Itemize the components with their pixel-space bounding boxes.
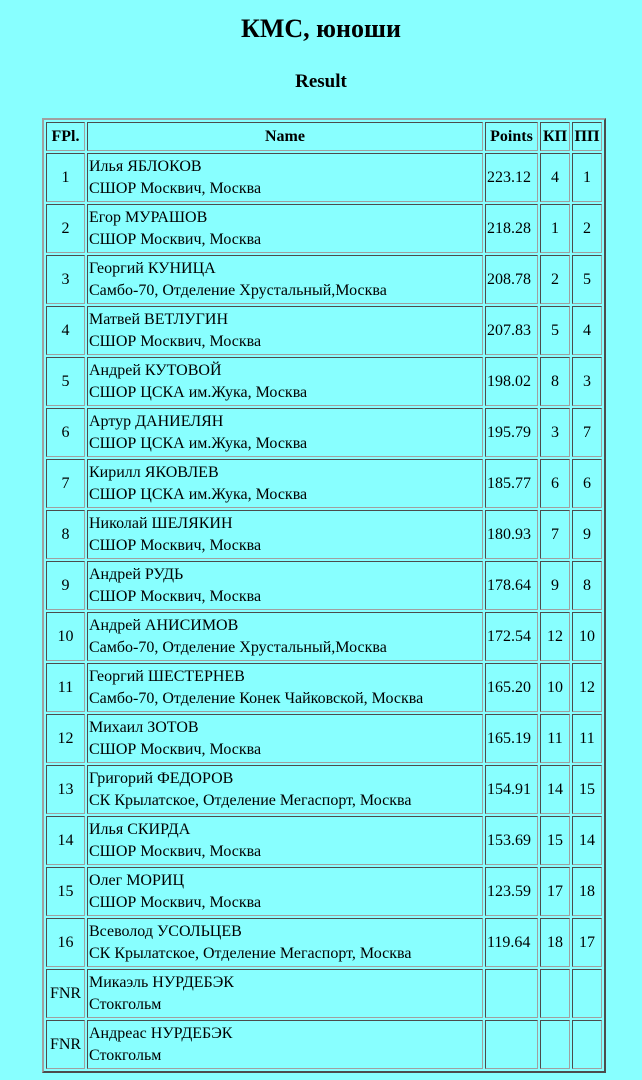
kp-cell: 18: [540, 918, 570, 967]
skater-cell: [87, 357, 483, 406]
place-cell: 5: [46, 357, 85, 406]
pp-cell: 1: [572, 153, 602, 202]
table-row: [46, 765, 602, 814]
points-cell: 165.20: [485, 663, 538, 712]
place-cell: 13: [46, 765, 85, 814]
place-cell: 15: [46, 867, 85, 916]
skater-name: Андрей РУДЬ: [89, 565, 184, 583]
skater-club: СШОР Москвич, Москва: [89, 587, 262, 605]
kp-cell: 4: [540, 153, 570, 202]
points-cell: [485, 969, 538, 1018]
skater-name: Андрей КУТОВОЙ: [89, 361, 222, 379]
skater-cell: [87, 255, 483, 304]
kp-cell: 3: [540, 408, 570, 457]
points-cell: 154.91: [485, 765, 538, 814]
table-row: [46, 816, 602, 865]
skater-cell: [87, 612, 483, 661]
skater-name: Олег МОРИЦ: [89, 871, 184, 889]
table-row: [46, 969, 602, 1018]
skater-name: Андреас НУРДЕБЭК: [89, 1024, 233, 1042]
skater-name: Григорий ФЕДОРОВ: [89, 769, 234, 787]
header-name: Name: [87, 122, 483, 151]
skater-cell: [87, 765, 483, 814]
points-cell: 153.69: [485, 816, 538, 865]
skater-name: Георгий КУНИЦА: [89, 259, 216, 277]
skater-cell: [87, 459, 483, 508]
points-cell: [485, 1020, 538, 1069]
pp-cell: 10: [572, 612, 602, 661]
skater-club: СШОР Москвич, Москва: [89, 740, 262, 758]
pp-cell: 9: [572, 510, 602, 559]
skater-club: СШОР Москвич, Москва: [89, 230, 262, 248]
pp-cell: [572, 969, 602, 1018]
skater-name: Артур ДАНИЕЛЯН: [89, 412, 224, 430]
pp-cell: 12: [572, 663, 602, 712]
page-title: КМС, юноши: [241, 14, 401, 43]
skater-cell: [87, 918, 483, 967]
table-row: [46, 612, 602, 661]
skater-cell: [87, 867, 483, 916]
table-row: [46, 1020, 602, 1069]
table-row: [46, 561, 602, 610]
skater-club: СШОР ЦСКА им.Жука, Москва: [89, 485, 308, 503]
points-cell: 119.64: [485, 918, 538, 967]
skater-cell: [87, 714, 483, 763]
pp-cell: 2: [572, 204, 602, 253]
place-cell: 9: [46, 561, 85, 610]
table-row: [46, 918, 602, 967]
skater-cell: [87, 204, 483, 253]
place-cell: 8: [46, 510, 85, 559]
kp-cell: 7: [540, 510, 570, 559]
kp-cell: 9: [540, 561, 570, 610]
skater-name: Андрей АНИСИМОВ: [89, 616, 239, 634]
points-cell: 198.02: [485, 357, 538, 406]
results-table: [42, 118, 606, 1073]
place-cell: 1: [46, 153, 85, 202]
kp-cell: [540, 1020, 570, 1069]
skater-name: Николай ШЕЛЯКИН: [89, 514, 233, 532]
pp-cell: 6: [572, 459, 602, 508]
pp-cell: [572, 1020, 602, 1069]
table-row: [46, 204, 602, 253]
table-row: [46, 459, 602, 508]
skater-club: СШОР Москвич, Москва: [89, 842, 262, 860]
points-cell: 172.54: [485, 612, 538, 661]
skater-name: Матвей ВЕТЛУГИН: [89, 310, 228, 328]
skater-cell: [87, 306, 483, 355]
table-row: [46, 408, 602, 457]
points-cell: 180.93: [485, 510, 538, 559]
kp-cell: 8: [540, 357, 570, 406]
skater-cell: [87, 969, 483, 1018]
kp-cell: 6: [540, 459, 570, 508]
skater-club: СК Крылатское, Отделение Мегаспорт, Москва: [89, 944, 412, 962]
header-kp: КП: [540, 122, 570, 151]
place-cell: 16: [46, 918, 85, 967]
skater-club: Самбо-70, Отделение Хрустальный,Москва: [89, 281, 387, 299]
pp-cell: 7: [572, 408, 602, 457]
skater-club: СШОР Москвич, Москва: [89, 893, 262, 911]
table-row: [46, 510, 602, 559]
kp-cell: 5: [540, 306, 570, 355]
skater-cell: [87, 1020, 483, 1069]
page-subtitle: Result: [295, 71, 347, 92]
skater-club: СК Крылатское, Отделение Мегаспорт, Москва: [89, 791, 412, 809]
points-cell: 195.79: [485, 408, 538, 457]
pp-cell: 18: [572, 867, 602, 916]
place-cell: FNR: [46, 1020, 85, 1069]
skater-club: СШОР Москвич, Москва: [89, 332, 262, 350]
place-cell: 12: [46, 714, 85, 763]
header-points: Points: [485, 122, 538, 151]
results-body: [46, 153, 602, 1069]
skater-cell: [87, 663, 483, 712]
points-cell: 178.64: [485, 561, 538, 610]
header-pp: ПП: [572, 122, 602, 151]
kp-cell: [540, 969, 570, 1018]
points-cell: 207.83: [485, 306, 538, 355]
skater-club: Самбо-70, Отделение Хрустальный,Москва: [89, 638, 387, 656]
place-cell: 6: [46, 408, 85, 457]
table-row: [46, 714, 602, 763]
place-cell: 11: [46, 663, 85, 712]
place-cell: 4: [46, 306, 85, 355]
table-row: [46, 357, 602, 406]
kp-cell: 15: [540, 816, 570, 865]
place-cell: 3: [46, 255, 85, 304]
pp-cell: 3: [572, 357, 602, 406]
place-cell: 2: [46, 204, 85, 253]
table-row: [46, 663, 602, 712]
skater-club: Стокгольм: [89, 995, 162, 1013]
place-cell: 10: [46, 612, 85, 661]
place-cell: FNR: [46, 969, 85, 1018]
table-row: [46, 255, 602, 304]
pp-cell: 15: [572, 765, 602, 814]
pp-cell: 4: [572, 306, 602, 355]
skater-club: Самбо-70, Отделение Конек Чайковской, Москва: [89, 689, 424, 707]
kp-cell: 17: [540, 867, 570, 916]
kp-cell: 14: [540, 765, 570, 814]
skater-name: Илья ЯБЛОКОВ: [89, 157, 202, 175]
skater-cell: [87, 561, 483, 610]
header-place: FPl.: [46, 122, 85, 151]
skater-club: СШОР Москвич, Москва: [89, 536, 262, 554]
kp-cell: 2: [540, 255, 570, 304]
table-row: [46, 306, 602, 355]
points-cell: 208.78: [485, 255, 538, 304]
points-cell: 185.77: [485, 459, 538, 508]
header-row: [46, 122, 602, 151]
skater-club: СШОР ЦСКА им.Жука, Москва: [89, 434, 308, 452]
table-row: [46, 153, 602, 202]
points-cell: 123.59: [485, 867, 538, 916]
place-cell: 7: [46, 459, 85, 508]
skater-name: Кирилл ЯКОВЛЕВ: [89, 463, 219, 481]
skater-name: Всеволод УСОЛЬЦЕВ: [89, 922, 242, 940]
skater-cell: [87, 408, 483, 457]
kp-cell: 12: [540, 612, 570, 661]
skater-cell: [87, 153, 483, 202]
points-cell: 223.12: [485, 153, 538, 202]
points-cell: 165.19: [485, 714, 538, 763]
skater-name: Михаил ЗОТОВ: [89, 718, 199, 736]
place-cell: 14: [46, 816, 85, 865]
skater-cell: [87, 816, 483, 865]
pp-cell: 8: [572, 561, 602, 610]
table-row: [46, 867, 602, 916]
skater-name: Микаэль НУРДЕБЭК: [89, 973, 234, 991]
skater-name: Георгий ШЕСТЕРНЕВ: [89, 667, 245, 685]
kp-cell: 11: [540, 714, 570, 763]
skater-name: Егор МУРАШОВ: [89, 208, 208, 226]
pp-cell: 17: [572, 918, 602, 967]
points-cell: 218.28: [485, 204, 538, 253]
pp-cell: 5: [572, 255, 602, 304]
skater-cell: [87, 510, 483, 559]
pp-cell: 14: [572, 816, 602, 865]
skater-name: Илья СКИРДА: [89, 820, 191, 838]
kp-cell: 1: [540, 204, 570, 253]
skater-club: Стокгольм: [89, 1046, 162, 1064]
pp-cell: 11: [572, 714, 602, 763]
skater-club: СШОР ЦСКА им.Жука, Москва: [89, 383, 308, 401]
skater-club: СШОР Москвич, Москва: [89, 179, 262, 197]
kp-cell: 10: [540, 663, 570, 712]
